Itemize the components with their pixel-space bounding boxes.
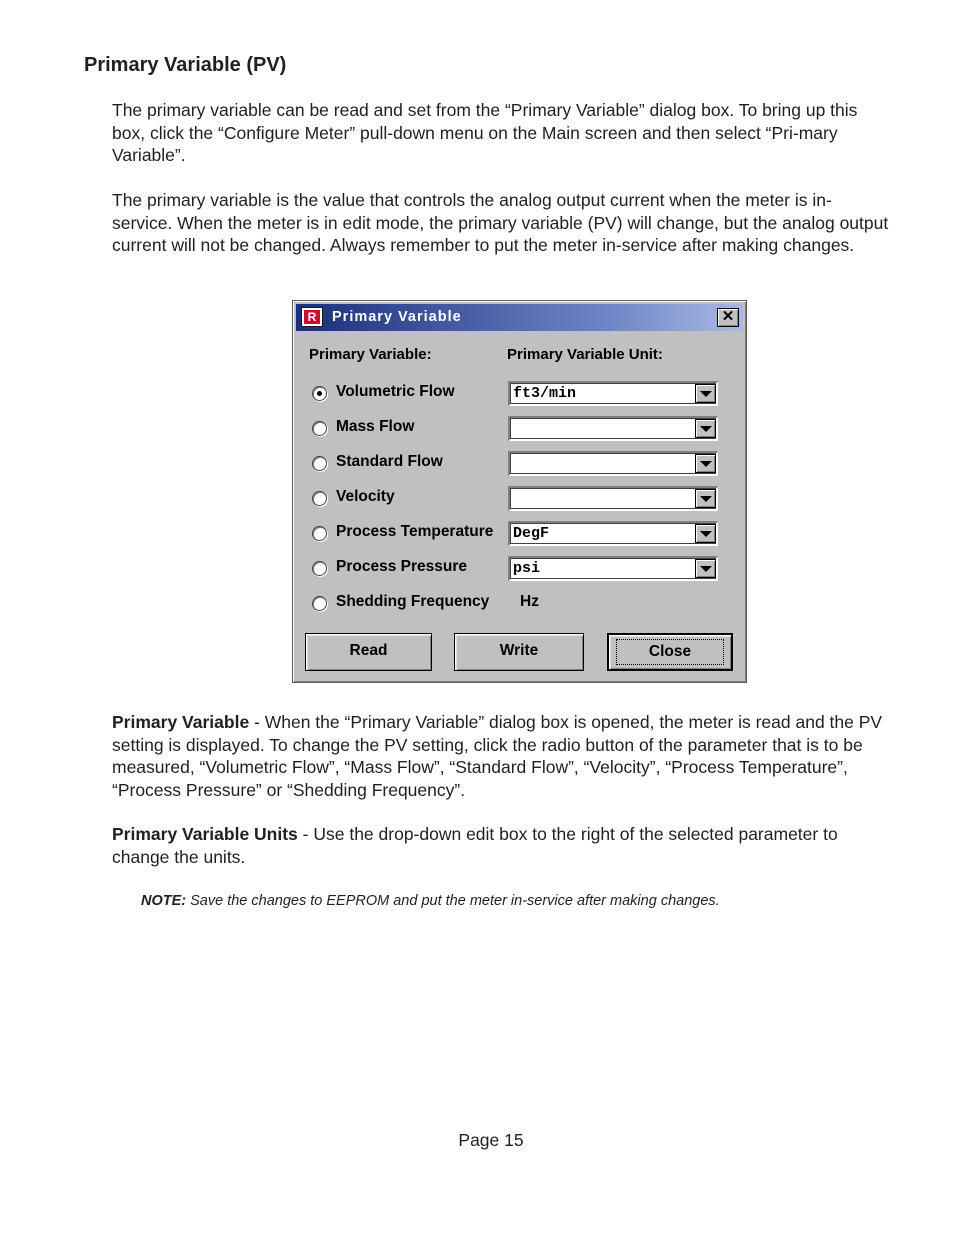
note — [141, 892, 720, 910]
page-number: Page 15 — [458, 1130, 524, 1150]
close-button-label: Close — [616, 639, 724, 665]
unit-select-velocity[interactable] — [508, 486, 718, 511]
shedding-frequency-unit: Hz — [520, 593, 539, 610]
unit-value: DegF — [513, 525, 550, 542]
radio-velocity[interactable] — [312, 491, 327, 506]
note-label: NOTE: — [141, 893, 187, 909]
pv-column-label: Primary Variable: — [309, 346, 432, 363]
option-label-standard-flow: Standard Flow — [336, 453, 443, 470]
section-heading: Primary Variable (PV) — [84, 54, 287, 76]
intro-paragraph-1: The primary variable can be read and set from the “Primary Variable” dialog box. To bring up this box, click the “Configure Meter” pull-down menu on the Main screen and then select “Pri-mary Variable”. — [112, 100, 858, 165]
unit-column-label: Primary Variable Unit: — [507, 346, 663, 363]
radio-process-temperature[interactable] — [312, 526, 327, 541]
option-label-process-pressure: Process Pressure — [336, 558, 467, 575]
dropdown-arrow-icon[interactable] — [695, 419, 716, 438]
unit-select-process-temperature[interactable] — [508, 521, 718, 546]
dialog-titlebar[interactable] — [296, 304, 743, 331]
radio-volumetric-flow[interactable] — [312, 386, 327, 401]
read-button[interactable]: Read — [305, 633, 432, 671]
write-button[interactable]: Write — [454, 633, 584, 671]
dropdown-arrow-icon[interactable] — [695, 454, 716, 473]
close-icon[interactable]: ✕ — [717, 308, 739, 327]
radio-standard-flow[interactable] — [312, 456, 327, 471]
radio-shedding-frequency[interactable] — [312, 596, 327, 611]
dropdown-arrow-icon[interactable] — [695, 524, 716, 543]
pv-term: Primary Variable — [112, 712, 250, 732]
dialog-title: Primary Variable — [332, 309, 462, 325]
unit-value: psi — [513, 560, 541, 577]
units-text: - Use the drop-down edit box to the right of the selected parameter to change the units. — [112, 824, 838, 867]
unit-select-volumetric-flow[interactable] — [508, 381, 718, 406]
primary-variable-dialog — [292, 300, 747, 683]
pv-text: - When the “Primary Variable” dialog box is opened, the meter is read and the PV setting is displayed. To change the PV setting, click the radio button of the parameter that is to be measured, “Volumetric Flow”, “Mass Flow”, “Standard Flow”, “Velocity”, “Process Temperature”, “Process Pressure” or “Shedding Frequency”. — [112, 712, 883, 800]
option-label-shedding-frequency: Shedding Frequency — [336, 593, 490, 610]
option-label-mass-flow: Mass Flow — [336, 418, 415, 435]
note-text: Save the changes to EEPROM and put the meter in-service after making changes. — [186, 893, 720, 909]
radio-mass-flow[interactable] — [312, 421, 327, 436]
option-label-process-temperature: Process Temperature — [336, 523, 494, 540]
units-term: Primary Variable Units — [112, 824, 298, 844]
radio-process-pressure[interactable] — [312, 561, 327, 576]
dropdown-arrow-icon[interactable] — [695, 559, 716, 578]
units-description — [112, 823, 890, 868]
app-icon: R — [302, 308, 322, 326]
unit-value: ft3/min — [513, 385, 577, 402]
pv-description — [112, 711, 890, 801]
unit-select-process-pressure[interactable] — [508, 556, 718, 581]
close-button[interactable] — [607, 633, 733, 671]
option-label-velocity: Velocity — [336, 488, 395, 505]
intro-paragraph-2: The primary variable is the value that controls the analog output current when the meter is in-service. When the meter is in edit mode, the primary variable (PV) will change, but the analog output current will not be changed. Always remember to put the meter in-service after making changes. — [112, 190, 889, 255]
option-label-volumetric-flow: Volumetric Flow — [336, 383, 455, 400]
unit-select-standard-flow[interactable] — [508, 451, 718, 476]
dropdown-arrow-icon[interactable] — [695, 489, 716, 508]
dropdown-arrow-icon[interactable] — [695, 384, 716, 403]
unit-select-mass-flow[interactable] — [508, 416, 718, 441]
